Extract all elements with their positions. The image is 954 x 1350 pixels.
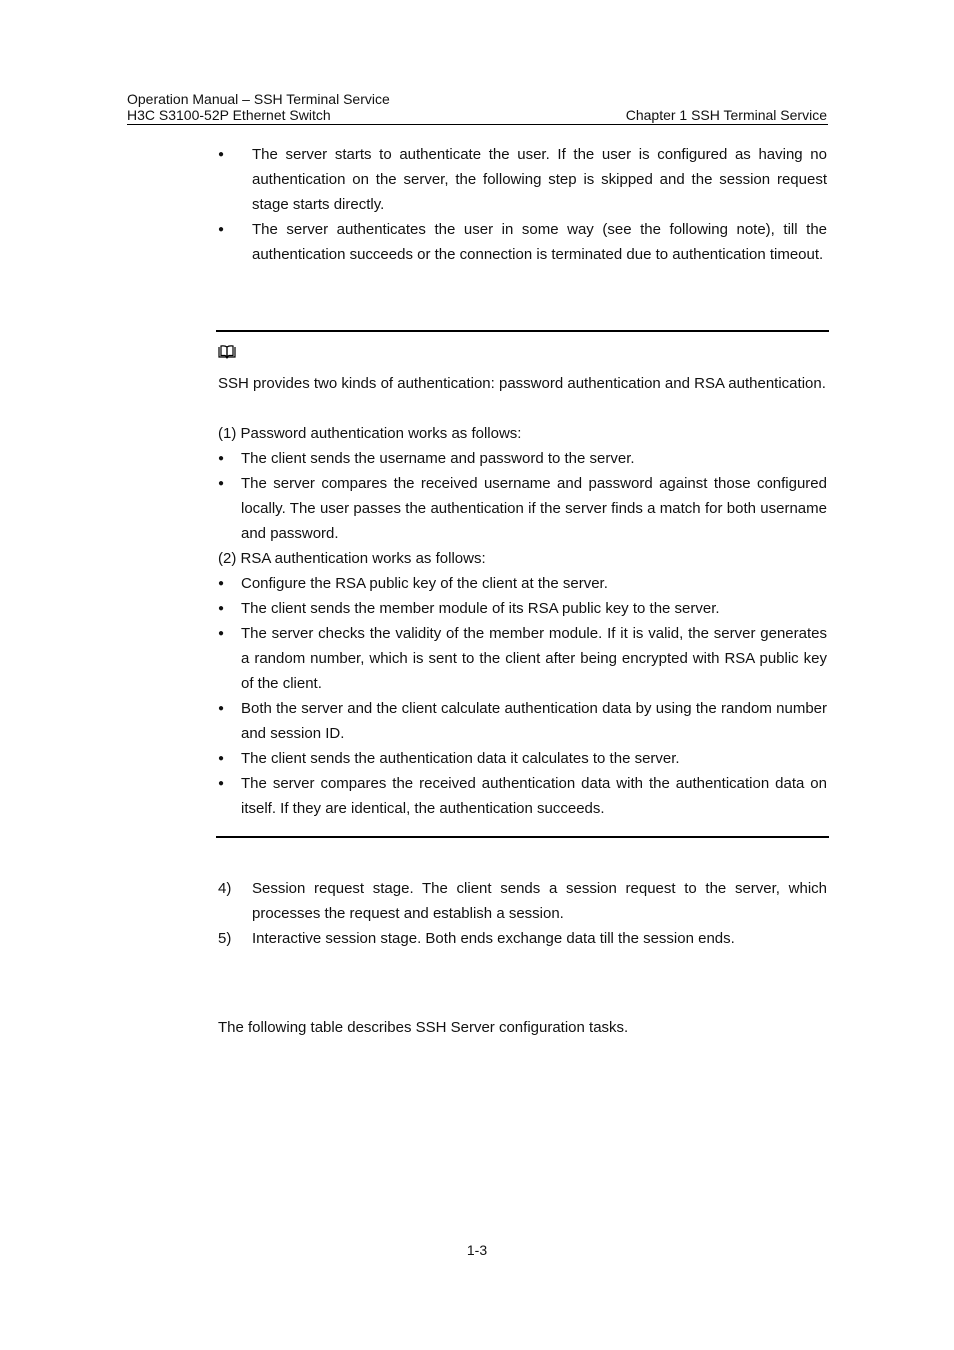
note-intro: SSH provides two kinds of authentication: password authentication and RSA authentication.	[218, 375, 826, 392]
note-rsa-item-4: Both the server and the client calculate authentication data by using the random number and session ID.	[241, 700, 827, 742]
note-top-rule	[216, 330, 829, 332]
note-rsa-item-5: The client sends the authentication data it calculates to the server.	[241, 750, 680, 767]
page-number: 1-3	[466, 1242, 488, 1258]
bullet-dot: ●	[218, 753, 225, 764]
note-rsa-item-1: Configure the RSA public key of the client at the server.	[241, 575, 608, 592]
bullet-dot: ●	[218, 603, 225, 614]
closing-paragraph: The following table describes SSH Server configuration tasks.	[218, 1019, 629, 1036]
note-rsa-heading: (2) RSA authentication works as follows:	[218, 550, 486, 567]
bullet-dot: ●	[218, 224, 225, 235]
note-rsa-item-6: The server compares the received authentication data with the authentication data on itself. If they are identical, the authentication succeeds.	[241, 775, 827, 817]
bullet-dot: ●	[218, 149, 225, 160]
bullet-dot: ●	[218, 578, 225, 589]
header-manual-title: Operation Manual – SSH Terminal Service	[127, 91, 390, 107]
header-product-name: H3C S3100-52P Ethernet Switch	[127, 107, 331, 123]
top-bullet-1: The server starts to authenticate the user. If the user is configured as having no authentication on the server, the following step is skipped and the session request stage starts directly.	[252, 146, 827, 213]
bullet-dot: ●	[218, 628, 225, 639]
bullet-dot: ●	[218, 778, 225, 789]
note-rsa-item-2: The client sends the member module of its RSA public key to the server.	[241, 600, 720, 617]
note-password-item-2: The server compares the received username and password against those configured locally. The user passes the authentication if the server finds a match for both username and password.	[241, 475, 827, 542]
step-number: 4)	[218, 880, 232, 897]
note-password-item-1: The client sends the username and password to the server.	[241, 450, 635, 467]
book-icon	[218, 344, 236, 360]
bullet-dot: ●	[218, 453, 225, 464]
step-number: 5)	[218, 930, 232, 947]
top-bullet-2: The server authenticates the user in some way (see the following note), till the authentication succeeds or the connection is terminated due to authentication timeout.	[252, 221, 827, 263]
note-bottom-rule	[216, 836, 829, 838]
header-chapter-title: Chapter 1 SSH Terminal Service	[625, 107, 827, 123]
step-text: Session request stage. The client sends a session request to the server, which processes the request and establish a session.	[252, 880, 827, 922]
bullet-dot: ●	[218, 703, 225, 714]
note-password-heading: (1) Password authentication works as follows:	[218, 425, 522, 442]
step-text: Interactive session stage. Both ends exchange data till the session ends.	[252, 930, 735, 947]
header-rule	[127, 124, 828, 125]
bullet-dot: ●	[218, 478, 225, 489]
note-rsa-item-3: The server checks the validity of the member module. If it is valid, the server generates a random number, which is sent to the client after being encrypted with RSA public key of the client.	[241, 625, 827, 692]
